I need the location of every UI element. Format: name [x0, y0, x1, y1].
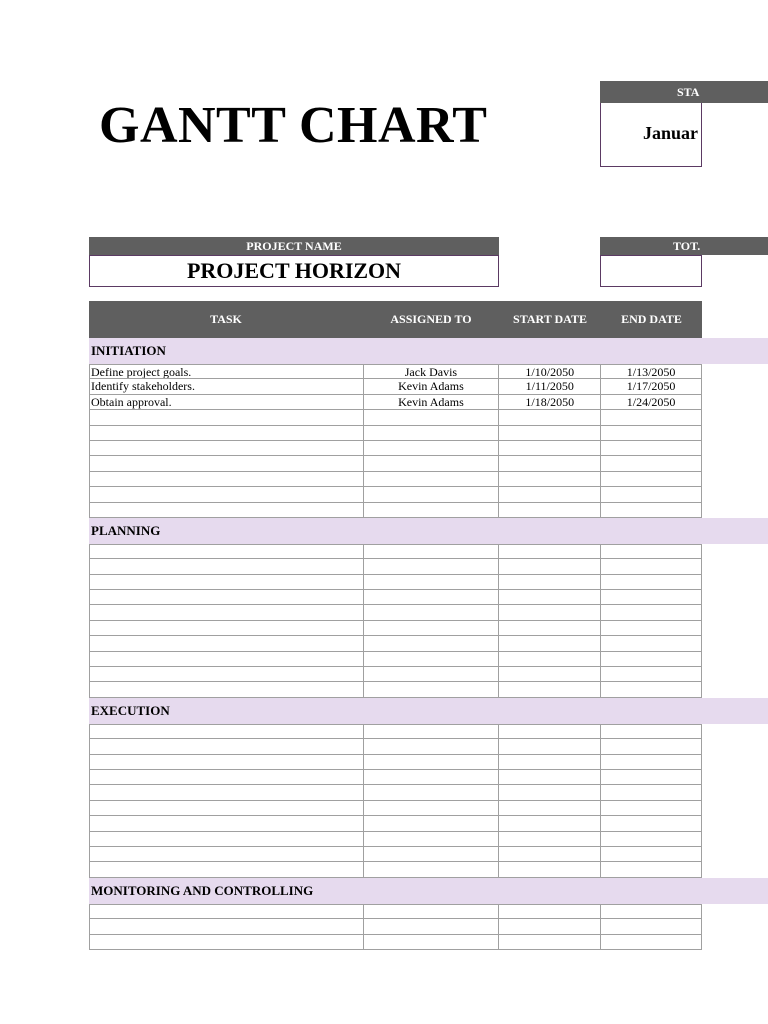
table-row [90, 801, 702, 816]
table-row [90, 605, 702, 620]
task-cell[interactable] [90, 755, 364, 769]
assigned-to-cell[interactable] [364, 605, 500, 619]
assigned-to-cell[interactable] [364, 755, 500, 769]
task-cell[interactable] [90, 441, 364, 455]
task-cell[interactable] [90, 905, 364, 918]
assigned-to-cell[interactable] [364, 559, 500, 573]
end-date-cell[interactable] [601, 441, 702, 455]
table-row [90, 862, 702, 877]
table-row [90, 379, 702, 394]
end-date-cell[interactable] [601, 832, 702, 846]
table-row [90, 904, 702, 919]
table-row [90, 544, 702, 559]
assigned-to-cell[interactable] [364, 770, 500, 784]
section-rows [89, 904, 702, 950]
project-name-field[interactable]: PROJECT HORIZON [89, 255, 499, 287]
task-cell[interactable] [90, 847, 364, 861]
task-cell[interactable] [90, 590, 364, 604]
end-date-cell[interactable] [601, 590, 702, 604]
end-date-cell[interactable]: 1/13/2050 [601, 365, 702, 378]
task-cell[interactable] [90, 410, 364, 424]
start-date-cell[interactable] [499, 725, 601, 738]
table-row [90, 847, 702, 862]
start-date-cell[interactable] [499, 472, 601, 486]
table-row [90, 816, 702, 831]
end-date-cell[interactable] [601, 503, 702, 517]
table-row [90, 503, 702, 518]
assigned-to-cell[interactable] [364, 935, 500, 949]
start-date-cell[interactable] [499, 832, 601, 846]
table-row [90, 441, 702, 456]
column-header-task: TASK [210, 312, 242, 326]
table-row [90, 575, 702, 590]
assigned-to-cell[interactable] [364, 919, 500, 933]
table-row [90, 919, 702, 934]
assigned-to-cell[interactable] [364, 590, 500, 604]
task-cell[interactable] [90, 545, 364, 558]
end-date-cell[interactable] [601, 785, 702, 799]
task-cell[interactable] [90, 503, 364, 517]
table-row [90, 832, 702, 847]
start-date-cell[interactable] [499, 456, 601, 470]
assigned-to-cell[interactable] [364, 545, 500, 558]
assigned-to-cell[interactable] [364, 472, 500, 486]
start-date-cell[interactable] [499, 503, 601, 517]
task-cell[interactable] [90, 426, 364, 440]
task-cell[interactable] [90, 770, 364, 784]
start-date-cell[interactable] [499, 605, 601, 619]
end-date-cell[interactable] [601, 739, 702, 753]
table-row [90, 426, 702, 441]
task-cell[interactable] [90, 682, 364, 696]
section-rows [89, 544, 702, 698]
task-cell[interactable] [90, 575, 364, 589]
end-date-cell[interactable] [601, 410, 702, 424]
end-date-cell[interactable] [601, 667, 702, 681]
assigned-to-cell[interactable] [364, 575, 500, 589]
gantt-table [89, 301, 768, 950]
end-date-cell[interactable] [601, 816, 702, 830]
start-date-cell[interactable] [499, 575, 601, 589]
end-date-cell[interactable] [601, 847, 702, 861]
start-date-cell[interactable] [499, 682, 601, 696]
table-row [90, 410, 702, 425]
start-date-cell[interactable] [499, 847, 601, 861]
assigned-to-cell[interactable] [364, 801, 500, 815]
start-date-cell[interactable] [499, 636, 601, 650]
start-date-cell[interactable] [499, 487, 601, 501]
section-header: MONITORING AND CONTROLLING [89, 878, 768, 904]
project-name-label: PROJECT NAME [89, 237, 499, 255]
table-row [90, 770, 702, 785]
column-header-assigned-to: ASSIGNED TO [390, 312, 472, 326]
table-header [89, 301, 702, 338]
table-row [90, 621, 702, 636]
start-date-header [600, 81, 768, 103]
assigned-to-cell[interactable] [364, 725, 500, 738]
start-date-cell[interactable] [499, 905, 601, 918]
start-date-cell[interactable] [499, 935, 601, 949]
task-cell[interactable] [90, 832, 364, 846]
task-cell[interactable] [90, 621, 364, 635]
table-row [90, 935, 702, 950]
column-header-start-date: START DATE [513, 312, 587, 326]
assigned-to-cell[interactable] [364, 862, 500, 876]
assigned-to-cell[interactable] [364, 816, 500, 830]
task-cell[interactable] [90, 605, 364, 619]
task-cell[interactable] [90, 667, 364, 681]
start-date-cell[interactable] [499, 862, 601, 876]
assigned-to-cell[interactable] [364, 682, 500, 696]
start-date-cell[interactable] [499, 801, 601, 815]
start-date-cell[interactable]: 1/11/2050 [499, 379, 601, 393]
table-row [90, 755, 702, 770]
section-header: EXECUTION [89, 698, 768, 724]
task-cell[interactable]: Identify stakeholders. [90, 379, 364, 393]
assigned-to-cell[interactable] [364, 667, 500, 681]
task-cell[interactable] [90, 739, 364, 753]
start-date-cell[interactable] [499, 621, 601, 635]
end-date-cell[interactable] [601, 621, 702, 635]
end-date-cell[interactable] [601, 919, 702, 933]
start-date-cell[interactable] [499, 755, 601, 769]
assigned-to-cell[interactable]: Jack Davis [364, 365, 500, 378]
table-row [90, 667, 702, 682]
task-cell[interactable] [90, 785, 364, 799]
end-date-cell[interactable] [601, 935, 702, 949]
end-date-cell[interactable] [601, 755, 702, 769]
end-date-cell[interactable] [601, 575, 702, 589]
assigned-to-cell[interactable] [364, 739, 500, 753]
table-row [90, 456, 702, 471]
task-cell[interactable] [90, 919, 364, 933]
table-row [90, 682, 702, 697]
end-date-cell[interactable] [601, 559, 702, 573]
column-header-end-date: END DATE [621, 312, 682, 326]
task-cell[interactable] [90, 487, 364, 501]
table-row [90, 652, 702, 667]
task-cell[interactable] [90, 559, 364, 573]
table-row [90, 785, 702, 800]
end-date-cell[interactable] [601, 636, 702, 650]
task-cell[interactable] [90, 862, 364, 876]
page-title: GANTT CHART [99, 97, 488, 154]
table-row [90, 590, 702, 605]
task-cell[interactable] [90, 801, 364, 815]
end-date-cell[interactable] [601, 905, 702, 918]
table-row [90, 559, 702, 574]
start-date-cell[interactable] [499, 441, 601, 455]
assigned-to-cell[interactable] [364, 503, 500, 517]
table-row [90, 724, 702, 739]
task-cell[interactable] [90, 725, 364, 738]
task-cell[interactable] [90, 652, 364, 666]
task-cell[interactable]: Define project goals. [90, 365, 364, 378]
end-date-cell[interactable] [601, 682, 702, 696]
end-date-cell[interactable] [601, 770, 702, 784]
total-header [600, 237, 768, 255]
end-date-cell[interactable] [601, 487, 702, 501]
end-date-cell[interactable] [601, 472, 702, 486]
end-date-cell[interactable] [601, 456, 702, 470]
end-date-cell[interactable] [601, 605, 702, 619]
end-date-cell[interactable] [601, 801, 702, 815]
start-date-cell[interactable] [499, 545, 601, 558]
task-cell[interactable] [90, 816, 364, 830]
section-header: INITIATION [89, 338, 768, 364]
end-date-cell[interactable]: 1/24/2050 [601, 395, 702, 409]
assigned-to-cell[interactable]: Kevin Adams [364, 395, 500, 409]
assigned-to-cell[interactable] [364, 636, 500, 650]
start-date-cell[interactable] [499, 590, 601, 604]
start-date-cell[interactable] [499, 667, 601, 681]
total-box[interactable] [600, 255, 702, 287]
assigned-to-cell[interactable] [364, 410, 500, 424]
assigned-to-cell[interactable] [364, 456, 500, 470]
section-header: PLANNING [89, 518, 768, 544]
section-rows [89, 724, 702, 878]
start-date-cell[interactable] [499, 410, 601, 424]
table-row [90, 739, 702, 754]
table-row [90, 472, 702, 487]
start-date-label: STA [677, 85, 700, 99]
start-date-cell[interactable]: 1/10/2050 [499, 365, 601, 378]
assigned-to-cell[interactable] [364, 652, 500, 666]
task-cell[interactable] [90, 636, 364, 650]
start-date-cell[interactable] [499, 652, 601, 666]
start-date-cell[interactable]: 1/18/2050 [499, 395, 601, 409]
start-date-cell[interactable] [499, 785, 601, 799]
start-date-box[interactable] [600, 103, 702, 167]
assigned-to-cell[interactable] [364, 426, 500, 440]
table-row [90, 364, 702, 379]
assigned-to-cell[interactable] [364, 441, 500, 455]
assigned-to-cell[interactable] [364, 905, 500, 918]
start-date-cell[interactable] [499, 559, 601, 573]
end-date-cell[interactable] [601, 652, 702, 666]
table-body [89, 338, 768, 950]
table-row [90, 487, 702, 502]
start-date-value: Januar [643, 123, 699, 143]
task-cell[interactable] [90, 472, 364, 486]
end-date-cell[interactable] [601, 545, 702, 558]
start-date-cell[interactable] [499, 770, 601, 784]
section-rows [89, 364, 702, 518]
assigned-to-cell[interactable] [364, 832, 500, 846]
assigned-to-cell[interactable] [364, 621, 500, 635]
start-date-cell[interactable] [499, 426, 601, 440]
task-cell[interactable] [90, 456, 364, 470]
task-cell[interactable]: Obtain approval. [90, 395, 364, 409]
assigned-to-cell[interactable]: Kevin Adams [364, 379, 500, 393]
table-row [90, 636, 702, 651]
start-date-cell[interactable] [499, 739, 601, 753]
assigned-to-cell[interactable] [364, 487, 500, 501]
start-date-cell[interactable] [499, 816, 601, 830]
start-date-cell[interactable] [499, 919, 601, 933]
assigned-to-cell[interactable] [364, 847, 500, 861]
assigned-to-cell[interactable] [364, 785, 500, 799]
total-label: TOT. [673, 239, 701, 253]
end-date-cell[interactable]: 1/17/2050 [601, 379, 702, 393]
end-date-cell[interactable] [601, 725, 702, 738]
end-date-cell[interactable] [601, 862, 702, 876]
table-row [90, 395, 702, 410]
end-date-cell[interactable] [601, 426, 702, 440]
task-cell[interactable] [90, 935, 364, 949]
